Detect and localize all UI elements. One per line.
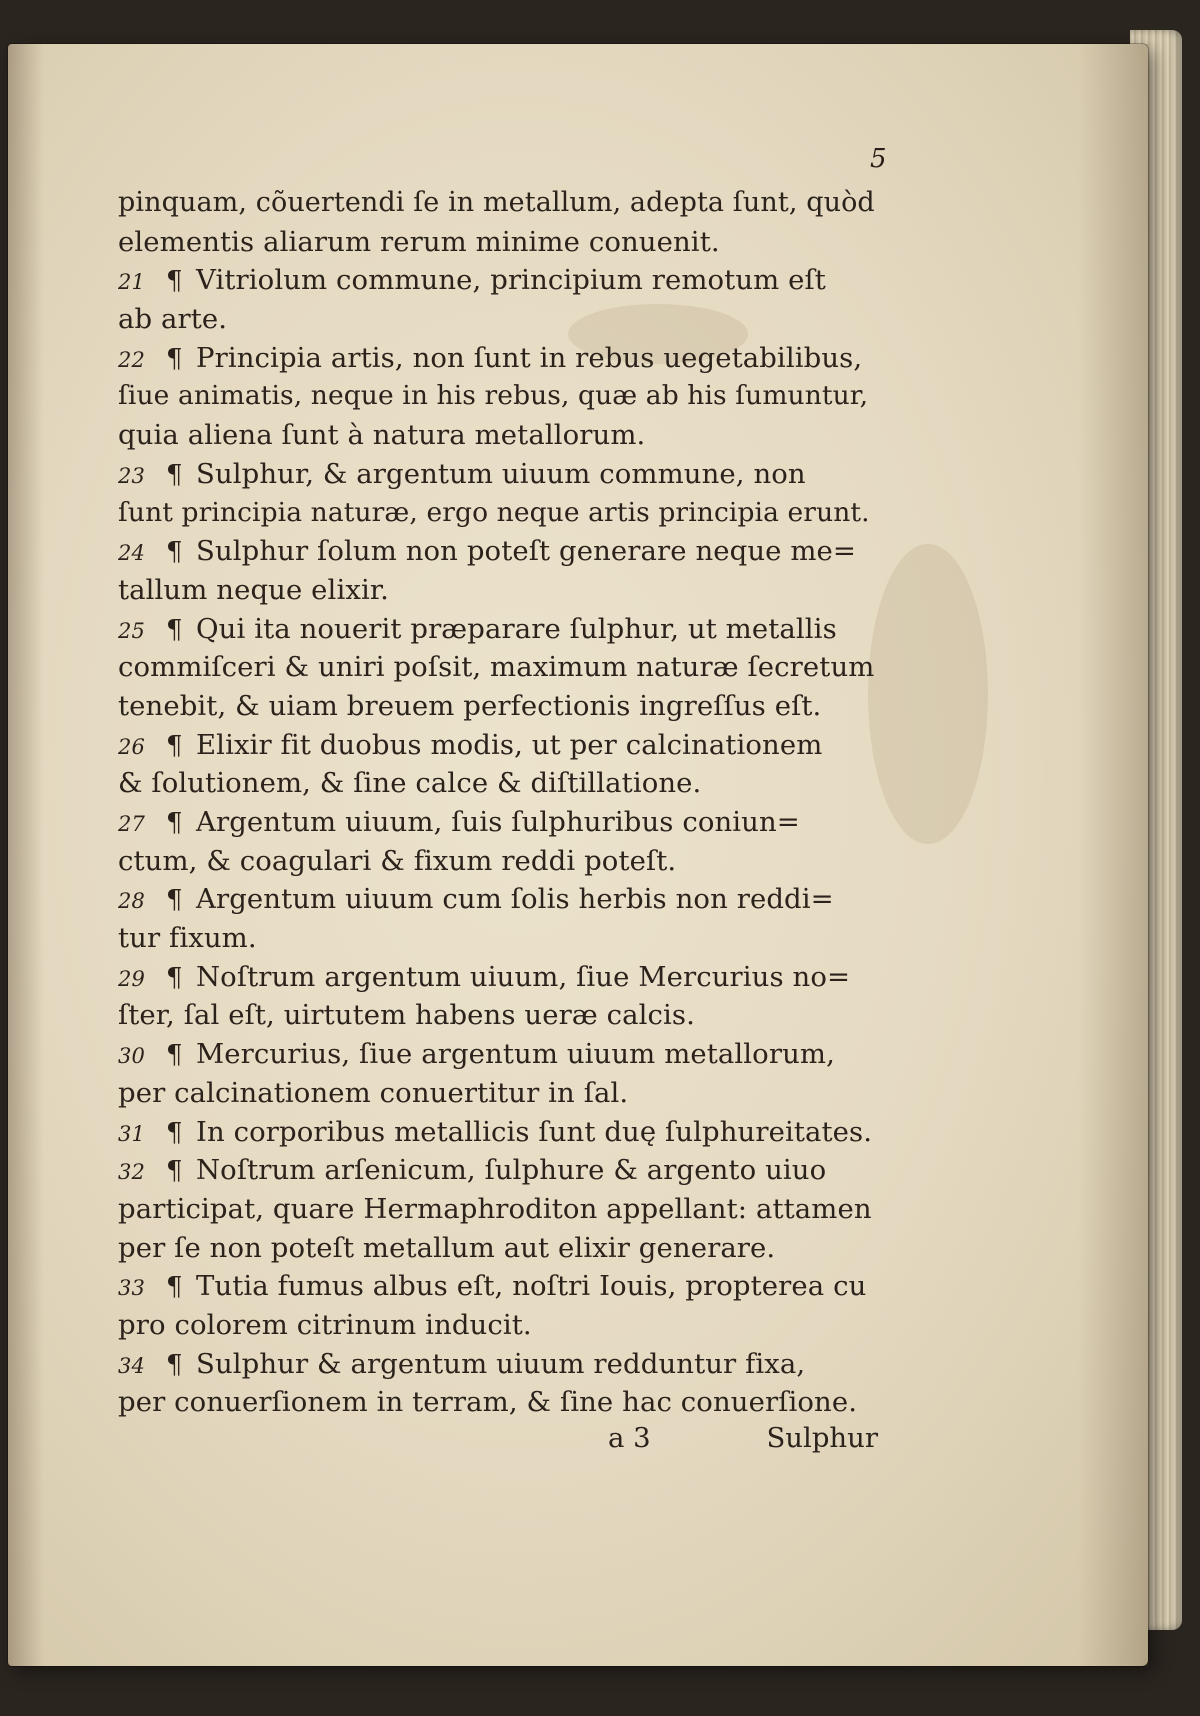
body-text — [118, 184, 878, 1422]
pilcrow-mark: ¶ — [166, 1040, 183, 1071]
text-line — [118, 1074, 878, 1113]
text-line — [118, 300, 878, 339]
text-line — [118, 494, 878, 533]
aphorism-number: 26 — [118, 734, 145, 759]
pilcrow-mark: ¶ — [166, 1117, 183, 1148]
aphorism-number: 21 — [118, 270, 145, 295]
text-line — [118, 919, 878, 958]
line-text: tallum neque elixir. — [118, 573, 389, 606]
line-text: per ſe non poteſt metallum aut elixir generare. — [118, 1231, 776, 1264]
pilcrow-mark: ¶ — [166, 808, 183, 838]
aphorism-number: 33 — [118, 1276, 145, 1301]
text-line — [118, 996, 878, 1035]
footer-line — [118, 1422, 878, 1462]
line-text: Sulphur ſolum non poteſt generare neque me= — [196, 535, 857, 568]
line-text: ctum, & coagulari & fixum reddi poteſt. — [118, 844, 677, 877]
text-line — [118, 1345, 878, 1384]
line-text: ſiue animatis, neque in his rebus, quæ ab his ſumuntur, — [118, 380, 869, 412]
text-line — [118, 1190, 878, 1229]
pilcrow-mark: ¶ — [166, 266, 183, 297]
text-line — [118, 803, 878, 842]
aphorism-number: 30 — [118, 1044, 145, 1069]
line-text: Principia artis, non ſunt in rebus uegetabilibus, — [196, 341, 863, 374]
aphorism-number: 23 — [118, 463, 145, 488]
line-text: In corporibus metallicis ſunt duę ſulphureitates. — [196, 1115, 873, 1148]
aphorism-number: 24 — [118, 541, 145, 566]
aphorism-number: 29 — [118, 966, 145, 991]
pilcrow-mark: ¶ — [166, 343, 183, 374]
line-text: Tutia fumus albus eſt, noſtri Iouis, propterea cu — [196, 1270, 867, 1303]
pilcrow-mark: ¶ — [166, 730, 183, 761]
line-text: ab arte. — [118, 303, 228, 336]
text-line — [118, 1151, 878, 1190]
text-line — [118, 1229, 878, 1268]
pilcrow-mark: ¶ — [166, 1349, 183, 1380]
text-line — [118, 455, 878, 494]
text-line — [118, 610, 878, 649]
aphorism-number: 34 — [118, 1353, 145, 1378]
text-line — [118, 261, 878, 300]
line-text: ſunt principia naturæ, ergo neque artis principia erunt. — [118, 496, 870, 528]
line-text: elementis aliarum rerum minime conuenit. — [118, 225, 720, 258]
line-text: per conuerſionem in terram, & ſine hac conuerſione. — [118, 1386, 858, 1419]
line-text: participat, quare Hermaphroditon appellant: attamen — [118, 1192, 872, 1225]
pilcrow-mark: ¶ — [166, 614, 183, 645]
text-line — [118, 648, 878, 687]
line-text: Qui ita nouerit præparare ſulphur, ut metallis — [196, 612, 837, 645]
line-text: Vitriolum commune, principium remotum eſt — [196, 264, 826, 297]
text-line — [118, 184, 878, 223]
text-line — [118, 1267, 878, 1306]
pilcrow-mark: ¶ — [166, 1272, 183, 1303]
aphorism-number: 28 — [118, 889, 145, 914]
line-text: Mercurius, ſiue argentum uiuum metallorum, — [196, 1038, 835, 1071]
text-line — [118, 223, 878, 262]
text-line — [118, 339, 878, 378]
line-text: tenebit, & uiam breuem perfectionis ingreſſus eſt. — [118, 689, 822, 722]
text-line — [118, 1383, 878, 1422]
line-text: per calcinationem conuertitur in ſal. — [118, 1076, 629, 1109]
text-line — [118, 1035, 878, 1074]
text-line — [118, 842, 878, 881]
pilcrow-mark: ¶ — [166, 459, 183, 490]
line-text: Sulphur & argentum uiuum redduntur fixa, — [196, 1347, 806, 1380]
aphorism-number: 32 — [118, 1160, 145, 1185]
signature-mark: a 3 — [608, 1422, 651, 1454]
line-text: quia aliena ſunt à natura metallorum. — [118, 419, 646, 452]
text-line — [118, 764, 878, 803]
line-text: Argentum uiuum, ſuis ſulphuribus coniun= — [196, 806, 800, 838]
line-text: commiſceri & uniri poſsit, maximum naturæ ſecretum — [118, 651, 875, 684]
pilcrow-mark: ¶ — [166, 885, 183, 916]
line-text: Argentum uiuum cum ſolis herbis non reddi= — [196, 883, 834, 916]
line-text: pro colorem citrinum inducit. — [118, 1308, 532, 1341]
catchword: Sulphur — [766, 1422, 878, 1454]
line-text: Noſtrum argentum uiuum, ſiue Mercurius no= — [196, 960, 851, 993]
text-line — [118, 880, 878, 919]
text-line — [118, 726, 878, 765]
text-line — [118, 1306, 878, 1345]
pilcrow-mark: ¶ — [166, 537, 183, 568]
line-text: tur fixum. — [118, 922, 257, 955]
text-line — [118, 571, 878, 610]
paper-stain — [868, 544, 988, 844]
line-text: Noſtrum arſenicum, ſulphure & argento uiuo — [196, 1154, 827, 1187]
aphorism-number: 27 — [118, 812, 145, 836]
line-text: ſter, ſal eſt, uirtutem habens ueræ calcis. — [118, 999, 695, 1032]
pilcrow-mark: ¶ — [166, 1156, 183, 1187]
text-line — [118, 1113, 878, 1152]
line-text: Sulphur, & argentum uiuum commune, non — [196, 457, 806, 490]
folio-number: 5 — [870, 144, 887, 174]
text-line — [118, 687, 878, 726]
text-line — [118, 416, 878, 455]
aphorism-number: 22 — [118, 347, 145, 372]
text-line — [118, 958, 878, 997]
pilcrow-mark: ¶ — [166, 962, 183, 993]
aphorism-number: 31 — [118, 1121, 145, 1146]
line-text: Elixir fit duobus modis, ut per calcinationem — [196, 728, 823, 761]
text-line — [118, 377, 878, 416]
text-line — [118, 532, 878, 571]
line-text: pinquam, cõuertendi ſe in metallum, adepta ſunt, quòd — [118, 187, 875, 218]
aphorism-number: 25 — [118, 618, 145, 643]
line-text: & ſolutionem, & ſine calce & diſtillatione. — [118, 767, 702, 800]
